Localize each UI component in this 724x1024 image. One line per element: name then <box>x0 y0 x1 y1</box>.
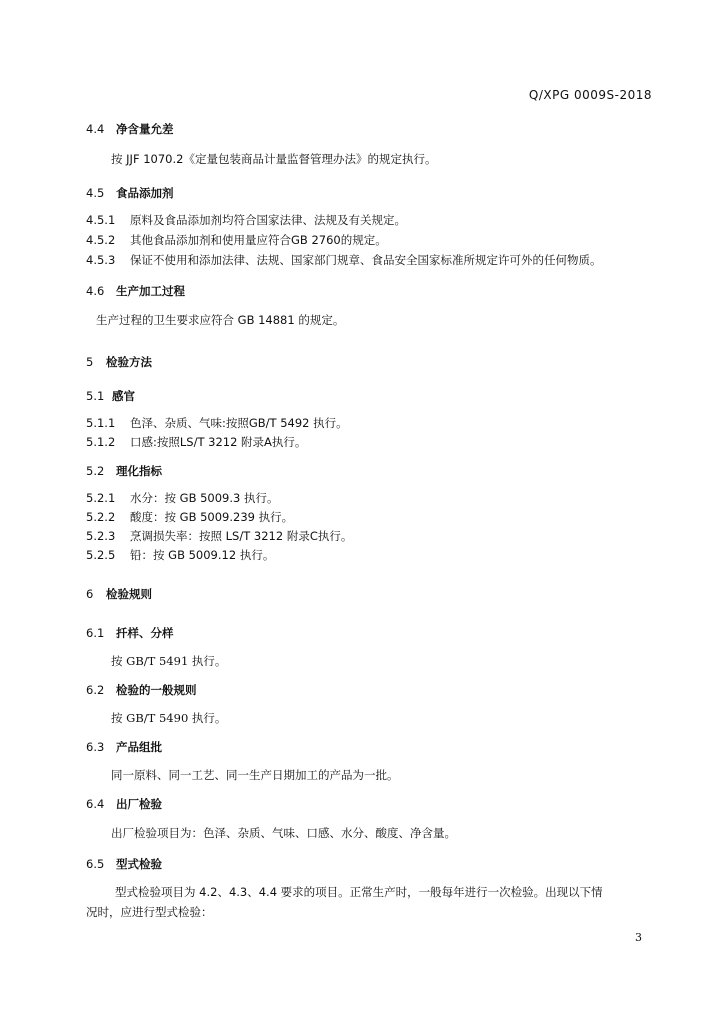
chapter-heading-6 <box>86 586 152 602</box>
clause-number: 5.1.1 <box>86 416 116 430</box>
clause-number: 4.5.3 <box>86 253 116 267</box>
clause-number: 4.5.1 <box>86 213 116 227</box>
clause-5-2-5 <box>86 547 274 563</box>
clause-text: 其他食品添加剂和使用量应符合GB 2760的规定。 <box>130 233 387 247</box>
chapter-number: 6 <box>86 587 94 601</box>
section-heading-5-1 <box>86 388 135 404</box>
paragraph-6-2: 按 GB/T 5490 执行。 <box>111 711 227 725</box>
section-number: 5.2 <box>86 464 105 478</box>
section-title: 净含量允差 <box>116 122 174 136</box>
section-number: 4.5 <box>86 186 105 200</box>
clause-5-1-2 <box>86 434 306 450</box>
section-title: 理化指标 <box>116 464 162 478</box>
section-heading-4-5 <box>86 185 174 201</box>
clause-number: 5.2.5 <box>86 548 116 562</box>
clause-5-1-1 <box>86 415 348 431</box>
clause-text: 烹调损失率：按照 LS/T 3212 附录C执行。 <box>130 529 353 543</box>
paragraph-6-1: 按 GB/T 5491 执行。 <box>111 654 227 668</box>
section-title: 产品组批 <box>116 740 162 754</box>
clause-number: 5.2.2 <box>86 510 116 524</box>
section-title: 型式检验 <box>116 857 162 871</box>
section-number: 6.3 <box>86 740 105 754</box>
section-title: 检验的一般规则 <box>116 683 197 697</box>
section-title: 食品添加剂 <box>116 186 174 200</box>
section-number: 4.4 <box>86 122 105 136</box>
chapter-title: 检验方法 <box>106 355 152 369</box>
section-heading-4-6 <box>86 283 185 299</box>
clause-text: 铅：按 GB 5009.12 执行。 <box>130 548 275 562</box>
section-number: 6.1 <box>86 626 105 640</box>
section-number: 6.4 <box>86 797 105 811</box>
page-number: 3 <box>635 931 642 944</box>
clause-5-2-1 <box>86 490 279 506</box>
paragraph-4-4: 按 JJF 1070.2《定量包装商品计量监督管理办法》的规定执行。 <box>111 152 437 166</box>
chapter-title: 检验规则 <box>106 587 152 601</box>
paragraph-6-5-line-2: 况时，应进行型式检验： <box>86 905 213 919</box>
clause-text: 酸度：按 GB 5009.239 执行。 <box>130 510 294 524</box>
clause-number: 5.1.2 <box>86 435 116 449</box>
section-heading-6-1 <box>86 625 174 641</box>
section-title: 感官 <box>112 389 135 403</box>
section-heading-4-4 <box>86 121 174 137</box>
section-heading-6-5 <box>86 856 162 872</box>
clause-number: 4.5.2 <box>86 233 116 247</box>
clause-4-5-3 <box>86 252 602 268</box>
clause-text: 原料及食品添加剂均符合国家法律、法规及有关规定。 <box>130 213 406 227</box>
section-number: 6.5 <box>86 857 105 871</box>
section-number: 4.6 <box>86 284 105 298</box>
clause-text: 水分：按 GB 5009.3 执行。 <box>130 491 279 505</box>
standard-code: Q/XPG 0009S-2018 <box>528 88 652 102</box>
clause-text: 口感:按照LS/T 3212 附录A执行。 <box>130 435 307 449</box>
section-heading-6-2 <box>86 682 197 698</box>
clause-5-2-3 <box>86 528 352 544</box>
clause-text: 色泽、杂质、气味:按照GB/T 5492 执行。 <box>130 416 348 430</box>
section-number: 5.1 <box>86 389 105 403</box>
paragraph-6-4: 出厂检验项目为：色泽、杂质、气味、口感、水分、酸度、净含量。 <box>111 826 456 840</box>
clause-4-5-2 <box>86 232 387 248</box>
section-heading-6-4 <box>86 796 162 812</box>
chapter-heading-5 <box>86 354 152 370</box>
clause-number: 5.2.3 <box>86 529 116 543</box>
paragraph-6-5-line-1: 型式检验项目为 4.2、4.3、4.4 要求的项目。正常生产时，一般每年进行一次检验。出现以下情 <box>115 885 603 899</box>
clause-text: 保证不使用和添加法律、法规、国家部门规章、食品安全国家标准所规定许可外的任何物质。 <box>130 253 602 267</box>
chapter-number: 5 <box>86 355 94 369</box>
clause-number: 5.2.1 <box>86 491 116 505</box>
section-heading-6-3 <box>86 739 162 755</box>
section-number: 6.2 <box>86 683 105 697</box>
clause-4-5-1 <box>86 212 406 228</box>
paragraph-4-6: 生产过程的卫生要求应符合 GB 14881 的规定。 <box>96 313 345 327</box>
section-title: 扦样、分样 <box>116 626 174 640</box>
section-title: 生产加工过程 <box>116 284 185 298</box>
section-title: 出厂检验 <box>116 797 162 811</box>
paragraph-6-3: 同一原料、同一工艺、同一生产日期加工的产品为一批。 <box>111 768 399 782</box>
clause-5-2-2 <box>86 509 293 525</box>
section-heading-5-2 <box>86 463 162 479</box>
